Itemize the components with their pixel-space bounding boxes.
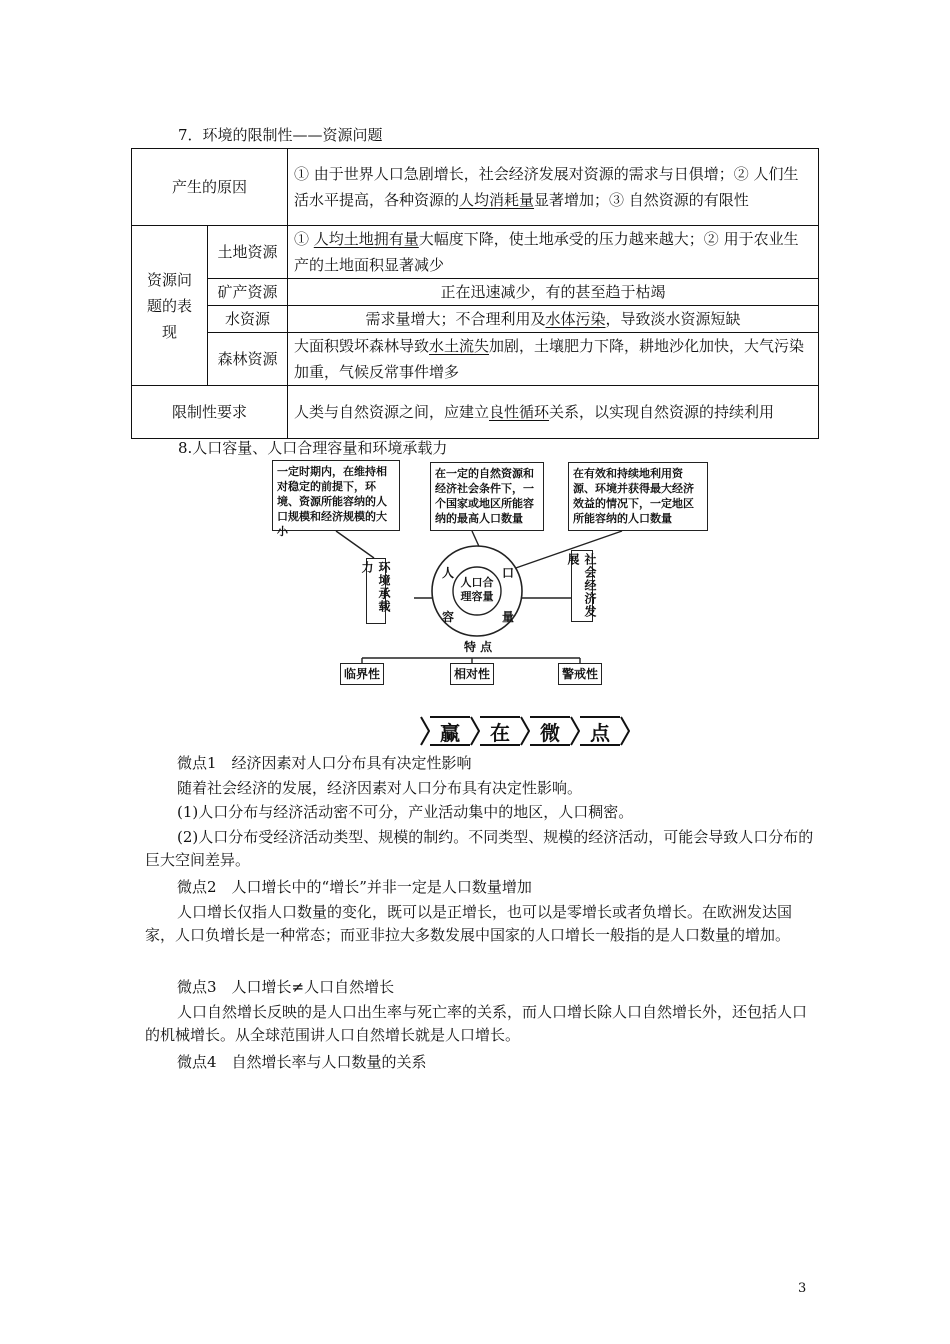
- socioeconomic-development-box: 社会经济发展: [571, 550, 593, 622]
- underlined-term: 水土流失: [429, 337, 490, 355]
- mineral-cell: 正在迅速减少，有的甚至趋于枯竭: [288, 279, 819, 306]
- population-capacity-diagram: [262, 458, 712, 690]
- page-number: 3: [798, 1281, 807, 1296]
- section-banner: [420, 716, 630, 746]
- ring-char-kou: 口: [502, 566, 515, 580]
- section-8-title: 8.人口容量、人口合理容量和环境承载力: [178, 439, 448, 457]
- underlined-term: 水体污染: [545, 310, 606, 328]
- table-row: [132, 386, 819, 439]
- banner-right-chevron: [620, 716, 630, 746]
- population-capacity-definition: 在一定的自然资源和经济社会条件下，一个国家或地区所能容纳的最高人口数量: [430, 462, 544, 531]
- point-2-body: 人口增长仅指人口数量的变化，既可以是正增长，也可以是零增长或者负增长。在欧洲发达国家，人口负增长是一种常态；而亚非拉大多数发展中国家的人口增长一般指的是人口数量的增加。: [145, 903, 793, 944]
- table-row: [132, 306, 819, 333]
- cause-cell: ① 由于世界人口急剧增长，社会经济发展对资源的需求与日俱增；② 人们生活水平提高，各种资源的人均消耗量显著增加；③ 自然资源的有限性: [288, 149, 819, 226]
- cause-label: 产生的原因: [132, 149, 288, 226]
- banner-char-1: 赢: [430, 716, 470, 746]
- ring-char-liang: 量: [502, 610, 515, 624]
- ring-char-ren: 人: [442, 566, 455, 580]
- feature-critical: 临界性: [340, 663, 384, 685]
- banner-char-4: 点: [580, 716, 620, 746]
- forest-cell: 大面积毁坏森林导致水土流失加剧，土壤肥力下降，耕地沙化加快，大气污染加重，气候反常事件增多: [288, 333, 819, 386]
- banner-chevron: [570, 716, 580, 746]
- point-3-title: 微点3 人口增长≠人口自然增长: [177, 978, 395, 996]
- point-2-title: 微点2 人口增长中的“增长”并非一定是人口数量增加: [177, 878, 532, 896]
- reasonable-capacity-center: 人口合理容量: [460, 576, 494, 603]
- features-label: 特 点: [464, 640, 493, 654]
- section-7-title: 7．环境的限制性——资源问题: [178, 126, 383, 144]
- forest-label: 森林资源: [208, 333, 288, 386]
- feature-relative: 相对性: [450, 663, 494, 685]
- table-row: [132, 333, 819, 386]
- environmental-capacity-definition: 一定时期内，在维持相对稳定的前提下，环境、资源所能容纳的人口规模和经济规模的大小: [272, 460, 400, 531]
- underlined-term: 人均消耗量: [459, 191, 535, 209]
- point-1-title: 微点1 经济因素对人口分布具有决定性影响: [177, 754, 472, 772]
- water-label: 水资源: [208, 306, 288, 333]
- limit-cell: 人类与自然资源之间，应建立良性循环关系，以实现自然资源的持续利用: [288, 386, 819, 439]
- point-4-title: 微点4 自然增长率与人口数量的关系: [177, 1053, 427, 1071]
- point-1-body: 随着社会经济的发展，经济因素对人口分布具有决定性影响。: [177, 779, 583, 797]
- point-3-body: 人口自然增长反映的是人口出生率与死亡率的关系，而人口增长除人口自然增长外，还包括人口的机械增长。从全球范围讲人口自然增长就是人口增长。: [145, 1003, 808, 1044]
- banner-char-3: 微: [530, 716, 570, 746]
- environment-carrying-capacity-box: 环境承载力: [366, 558, 386, 624]
- underlined-term: 良性循环: [489, 403, 550, 421]
- feature-warning: 警戒性: [558, 663, 602, 685]
- water-cell: 需求量增大；不合理利用及水体污染，导致淡水资源短缺: [288, 306, 819, 333]
- mineral-label: 矿产资源: [208, 279, 288, 306]
- resource-problem-table: [131, 148, 819, 439]
- land-label: 土地资源: [208, 226, 288, 279]
- point-1-item-a: (1)人口分布与经济活动密不可分，产业活动集中的地区，人口稠密。: [177, 803, 634, 821]
- resource-group-label: 资源问题的表现: [132, 226, 208, 386]
- underlined-term: 人均土地拥有量: [313, 230, 419, 248]
- reasonable-capacity-definition: 在有效和持续地利用资源、环境并获得最大经济效益的情况下，一定地区所能容纳的人口数量: [568, 462, 708, 531]
- banner-chevron: [470, 716, 480, 746]
- banner-char-2: 在: [480, 716, 520, 746]
- limit-label: 限制性要求: [132, 386, 288, 439]
- point-1-item-b: (2)人口分布受经济活动类型、规模的制约。不同类型、规模的经济活动，可能会导致人口分布的巨大空间差异。: [145, 828, 814, 869]
- banner-left-chevron: [420, 716, 430, 746]
- ring-char-rong: 容: [442, 610, 455, 624]
- table-row: [132, 279, 819, 306]
- table-row: [132, 226, 819, 279]
- table-row: [132, 149, 819, 226]
- banner-chevron: [520, 716, 530, 746]
- land-cell: ① 人均土地拥有量大幅度下降，使土地承受的压力越来越大；② 用于农业生产的土地面积显著减少: [288, 226, 819, 279]
